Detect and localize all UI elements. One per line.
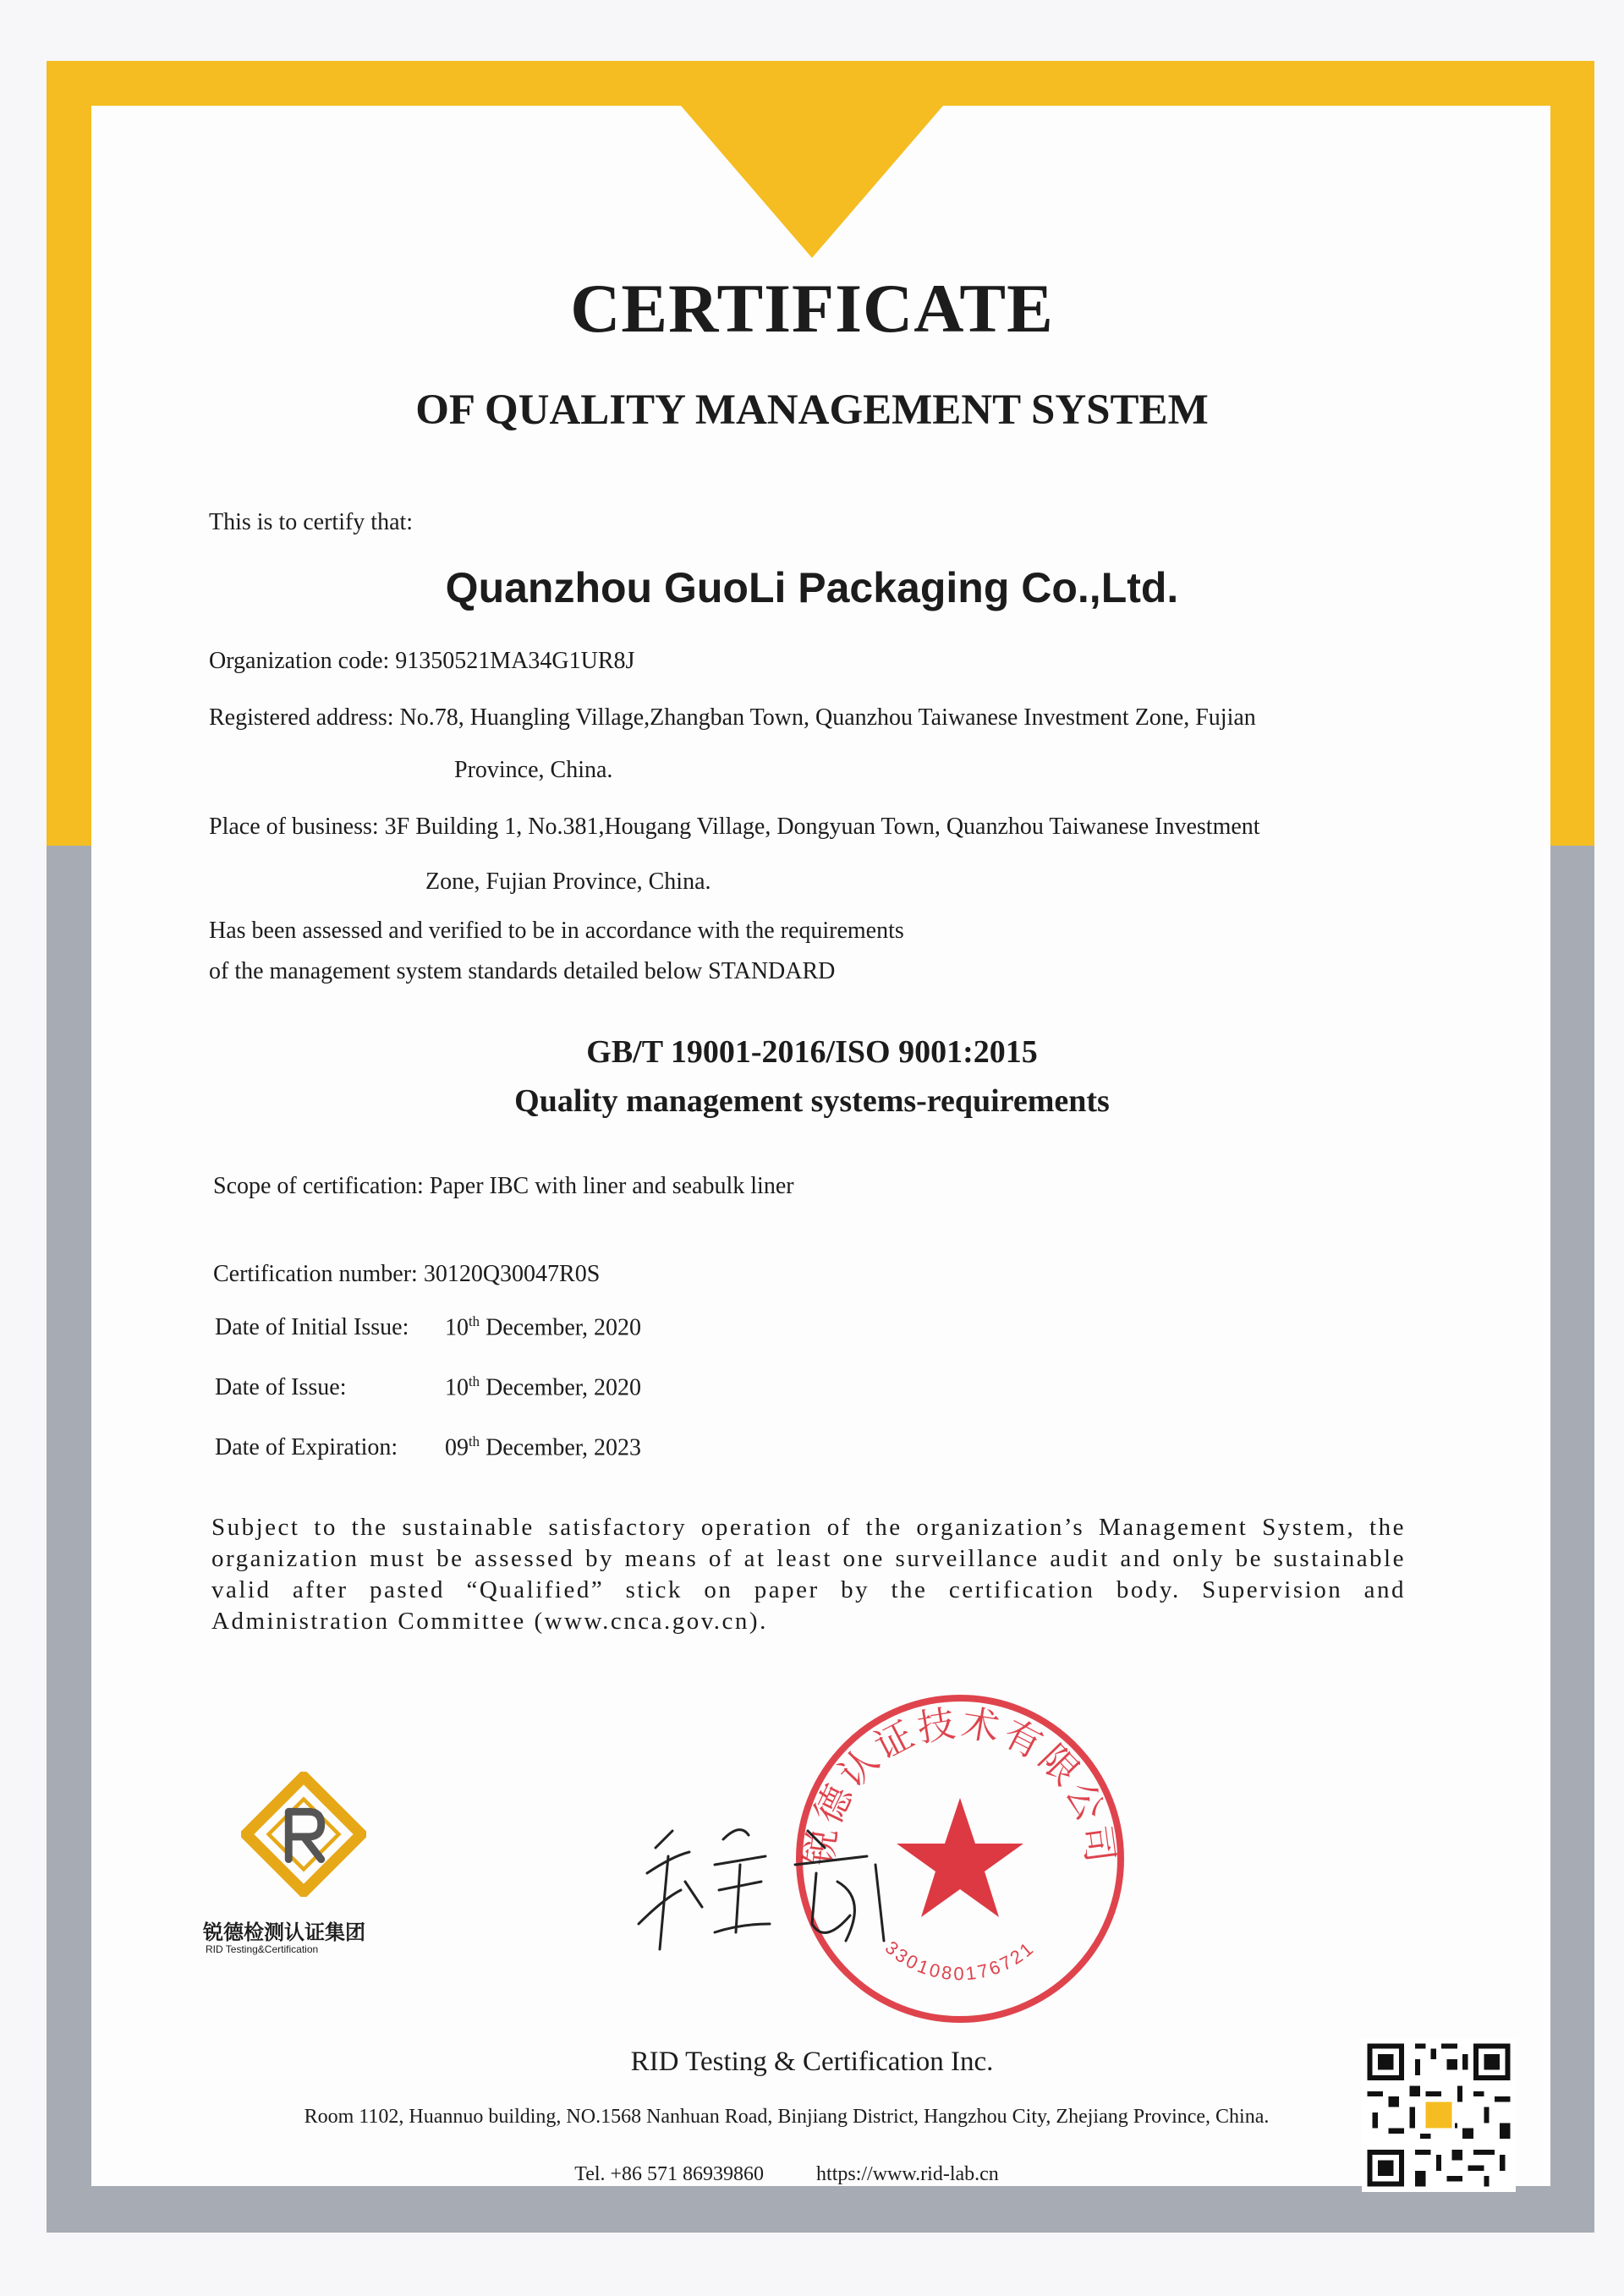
- qr-code-icon[interactable]: [1362, 2038, 1516, 2192]
- rid-logo-icon: [241, 1772, 366, 1897]
- issue-label: Date of Issue:: [215, 1374, 347, 1401]
- ordinal-suffix: th: [469, 1373, 480, 1389]
- seal-number: 3301080176721: [881, 1937, 1040, 1985]
- scope-of-certification: Scope of certification: Paper IBC with liner and seabulk liner: [213, 1173, 794, 1199]
- footer-tel: Tel. +86 571 86939860: [574, 2163, 765, 2185]
- intro-text: This is to certify that:: [209, 509, 414, 535]
- expiration-rest: December, 2023: [486, 1434, 641, 1461]
- expiration-label: Date of Expiration:: [215, 1434, 398, 1461]
- issue-rest: December, 2020: [486, 1374, 641, 1401]
- company-name: Quanzhou GuoLi Packaging Co.,Ltd.: [445, 564, 1179, 611]
- ordinal-suffix: th: [469, 1313, 480, 1329]
- certificate-subtitle: OF QUALITY MANAGEMENT SYSTEM: [415, 386, 1209, 434]
- initial-issue-label: Date of Initial Issue:: [215, 1314, 409, 1341]
- footer-contact: [0, 2163, 1573, 2186]
- certificate-title: CERTIFICATE: [570, 270, 1054, 347]
- date-initial-issue: [215, 1313, 641, 1341]
- assessment-line2: of the management system standards detailed below STANDARD: [209, 958, 836, 984]
- place-of-business-line2: Zone, Fujian Province, China.: [425, 869, 711, 895]
- handwritten-signature: [622, 1797, 901, 1966]
- footer-address: Room 1102, Huannuo building, NO.1568 Nanhuan Road, Binjiang District, Hangzhou City, Zhejiang Province, China.: [304, 2106, 1270, 2128]
- seal-text: 锐德认证技术有限公司: [798, 1701, 1122, 1869]
- certification-number: Certification number: 30120Q30047R0S: [213, 1261, 601, 1287]
- issue-day: 10: [445, 1374, 469, 1401]
- initial-issue-day: 10: [445, 1314, 469, 1341]
- organization-code: Organization code: 91350521MA34G1UR8J: [209, 648, 635, 674]
- footer-website[interactable]: https://www.rid-lab.cn: [816, 2163, 999, 2185]
- yellow-triangle-ornament: [681, 106, 943, 258]
- standard-name: Quality management systems-requirements: [514, 1083, 1110, 1119]
- standard-code: GB/T 19001-2016/ISO 9001:2015: [586, 1034, 1038, 1070]
- logo-name-en: RID Testing&Certification: [206, 1943, 319, 1955]
- logo-name-cn: 锐德检测认证集团: [203, 1921, 365, 1944]
- date-of-issue: [215, 1373, 641, 1401]
- expiration-day: 09: [445, 1434, 469, 1461]
- conditions-paragraph: Subject to the sustainable satisfactory operation of the organization’s Management System, the organization must be assessed by means of at least one surveillance audit and only be sustainable valid after pasted “Qualified” stick on paper by the certification body. Supervision and Administration Committee (www.cnca.gov.cn).: [211, 1514, 1406, 1635]
- registered-address-line1: Registered address: No.78, Huangling Village,Zhangban Town, Quanzhou Taiwanese Investment Zone, Fujian: [209, 704, 1256, 731]
- footer-company: RID Testing & Certification Inc.: [630, 2047, 994, 2077]
- place-of-business-line1: Place of business: 3F Building 1, No.381,Hougang Village, Dongyuan Town, Quanzhou Taiwanese Investment: [209, 814, 1260, 840]
- ordinal-suffix: th: [469, 1433, 480, 1449]
- assessment-line1: Has been assessed and verified to be in accordance with the requirements: [209, 918, 904, 944]
- registered-address-line2: Province, China.: [454, 757, 613, 783]
- date-of-expiration: [215, 1433, 641, 1461]
- svg-text:3301080176721: [881, 1937, 1040, 1984]
- initial-issue-rest: December, 2020: [486, 1314, 641, 1341]
